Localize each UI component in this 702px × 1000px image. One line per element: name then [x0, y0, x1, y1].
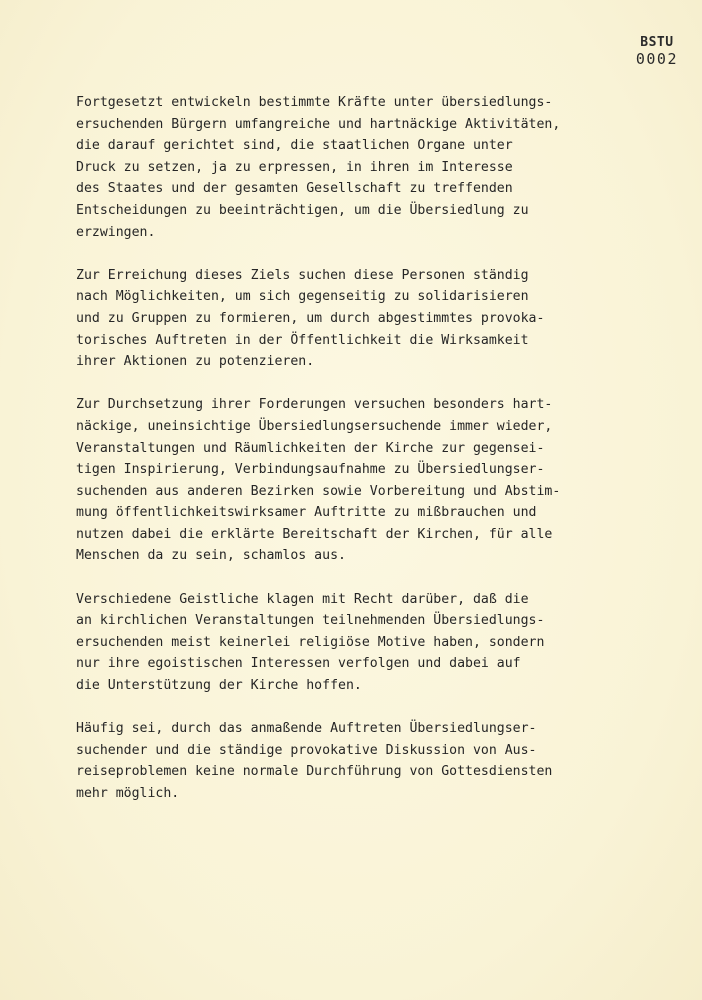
text-line: nach Möglichkeiten, um sich gegenseitig zu solidarisieren [76, 289, 529, 305]
text-line: mung öffentlichkeitswirksamer Auftritte zu mißbrauchen und [76, 505, 537, 521]
text-line: Häufig sei, durch das anmaßende Auftreten Übersiedlungser- [76, 721, 537, 737]
text-line: Zur Erreichung dieses Ziels suchen diese Personen ständig [76, 267, 529, 283]
text-line: Verschiedene Geistliche klagen mit Recht darüber, daß die [76, 591, 529, 607]
text-line: des Staates und der gesamten Gesellschaft zu treffenden [76, 181, 513, 197]
text-line: erzwingen. [76, 224, 156, 240]
text-line: Menschen da zu sein, schamlos aus. [76, 548, 346, 564]
text-line: an kirchlichen Veranstaltungen teilnehmenden Übersiedlungs- [76, 613, 545, 629]
text-line: reiseproblemen keine normale Durchführung von Gottesdiensten [76, 764, 553, 780]
paragraph-3 [76, 394, 676, 567]
archive-label: BSTU [640, 35, 674, 50]
text-line: nutzen dabei die erklärte Bereitschaft der Kirchen, für alle [76, 526, 553, 542]
text-line: Zur Durchsetzung ihrer Forderungen versuchen besonders hart- [76, 397, 553, 413]
paragraph-5 [76, 718, 676, 804]
paragraph-2 [76, 265, 676, 373]
archive-stamp [636, 34, 678, 68]
text-line: ersuchenden Bürgern umfangreiche und hartnäckige Aktivitäten, [76, 116, 561, 132]
text-line: mehr möglich. [76, 786, 180, 801]
text-line: die darauf gerichtet sind, die staatlichen Organe unter [76, 138, 513, 154]
page-number: 0002 [635, 50, 678, 68]
text-line: näckige, uneinsichtige Übersiedlungsersuchende immer wieder, [76, 418, 553, 434]
paragraph-1 [76, 92, 676, 243]
document-body [76, 92, 676, 826]
text-line: Fortgesetzt entwickeln bestimmte Kräfte unter übersiedlungs- [76, 95, 553, 110]
text-line: nur ihre egoistischen Interessen verfolgen und dabei auf [76, 656, 521, 672]
text-line: suchenden aus anderen Bezirken sowie Vorbereitung und Abstim- [76, 483, 561, 499]
text-line: Veranstaltungen und Räumlichkeiten der Kirche zur gegensei- [76, 440, 545, 456]
text-line: die Unterstützung der Kirche hoffen. [76, 678, 362, 694]
text-line: suchender und die ständige provokative Diskussion von Aus- [76, 742, 537, 758]
text-line: ihrer Aktionen zu potenzieren. [76, 354, 315, 370]
text-line: und zu Gruppen zu formieren, um durch abgestimmtes provoka- [76, 310, 545, 326]
text-line: tigen Inspirierung, Verbindungsaufnahme zu Übersiedlungser- [76, 462, 545, 478]
text-line: Druck zu setzen, ja zu erpressen, in ihren im Interesse [76, 159, 513, 175]
text-line: torisches Auftreten in der Öffentlichkeit die Wirksamkeit [76, 332, 529, 348]
text-line: ersuchenden meist keinerlei religiöse Motive haben, sondern [76, 634, 545, 650]
paragraph-4 [76, 589, 676, 697]
text-line: Entscheidungen zu beeinträchtigen, um die Übersiedlung zu [76, 202, 529, 218]
